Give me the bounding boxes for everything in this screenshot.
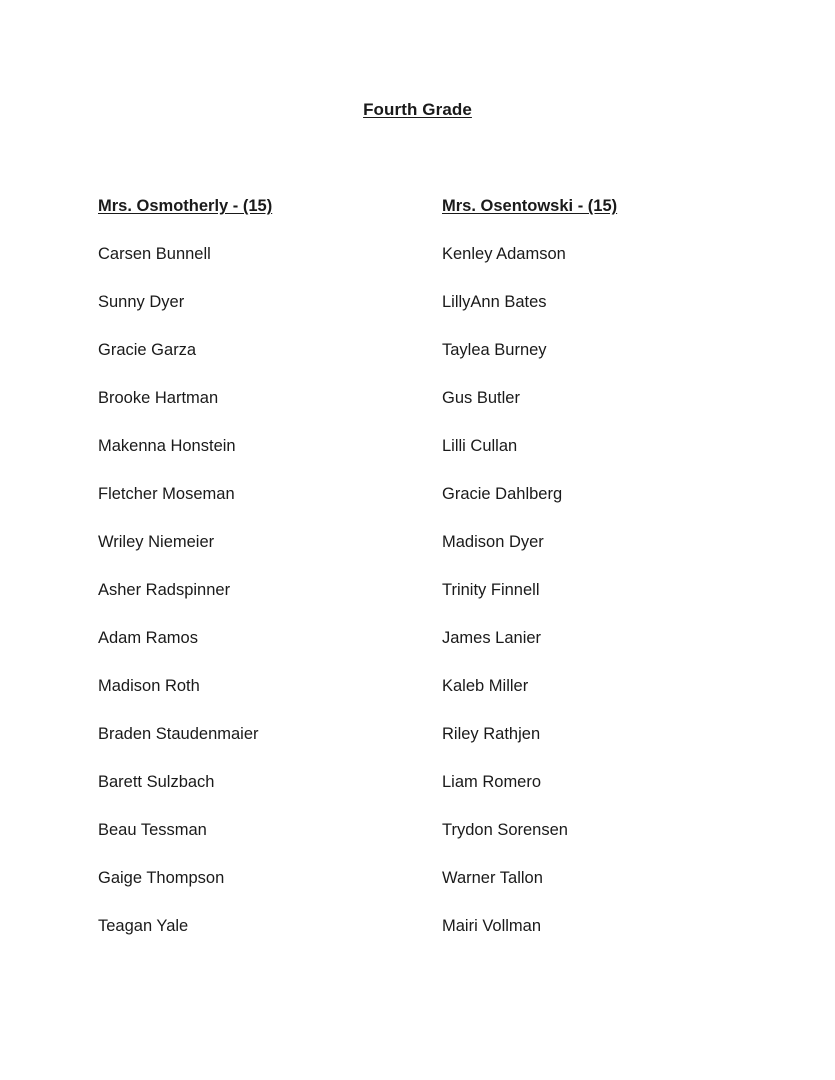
student-name: James Lanier bbox=[442, 629, 542, 647]
student-name: Braden Staudenmaier bbox=[98, 725, 259, 743]
student-name: Brooke Hartman bbox=[98, 389, 219, 407]
student-name: Asher Radspinner bbox=[98, 581, 231, 599]
student-name: Madison Dyer bbox=[442, 533, 544, 551]
student-name: Gracie Garza bbox=[98, 341, 197, 359]
student-name: Adam Ramos bbox=[98, 629, 198, 647]
student-name: Gracie Dahlberg bbox=[442, 485, 563, 503]
student-name: Trinity Finnell bbox=[442, 581, 540, 599]
student-name: LillyAnn Bates bbox=[442, 293, 547, 311]
student-name: Warner Tallon bbox=[442, 869, 543, 887]
student-name: Liam Romero bbox=[442, 773, 542, 791]
student-name: Fletcher Moseman bbox=[98, 485, 235, 503]
student-name: Teagan Yale bbox=[98, 917, 189, 935]
student-list bbox=[98, 244, 428, 964]
student-list bbox=[442, 244, 772, 964]
student-name: Wriley Niemeier bbox=[98, 533, 215, 551]
student-name: Trydon Sorensen bbox=[442, 821, 568, 839]
student-name: Mairi Vollman bbox=[442, 917, 542, 935]
student-name: Kenley Adamson bbox=[442, 245, 566, 263]
teacher-heading: Mrs. Osmotherly - (15) bbox=[98, 197, 273, 215]
student-name: Lilli Cullan bbox=[442, 437, 518, 455]
student-name: Gus Butler bbox=[442, 389, 520, 407]
class-column-osmotherly bbox=[98, 196, 428, 964]
student-name: Sunny Dyer bbox=[98, 293, 185, 311]
student-name: Taylea Burney bbox=[442, 341, 547, 359]
class-column-osentowski bbox=[442, 196, 772, 964]
student-name: Carsen Bunnell bbox=[98, 245, 211, 263]
student-name: Riley Rathjen bbox=[442, 725, 541, 743]
student-name: Gaige Thompson bbox=[98, 869, 225, 887]
student-name: Makenna Honstein bbox=[98, 437, 236, 455]
page-title: Fourth Grade bbox=[363, 100, 472, 119]
student-name: Barett Sulzbach bbox=[98, 773, 215, 791]
student-name: Madison Roth bbox=[98, 677, 200, 695]
student-name: Beau Tessman bbox=[98, 821, 207, 839]
student-name: Kaleb Miller bbox=[442, 677, 529, 695]
teacher-heading: Mrs. Osentowski - (15) bbox=[442, 197, 618, 215]
